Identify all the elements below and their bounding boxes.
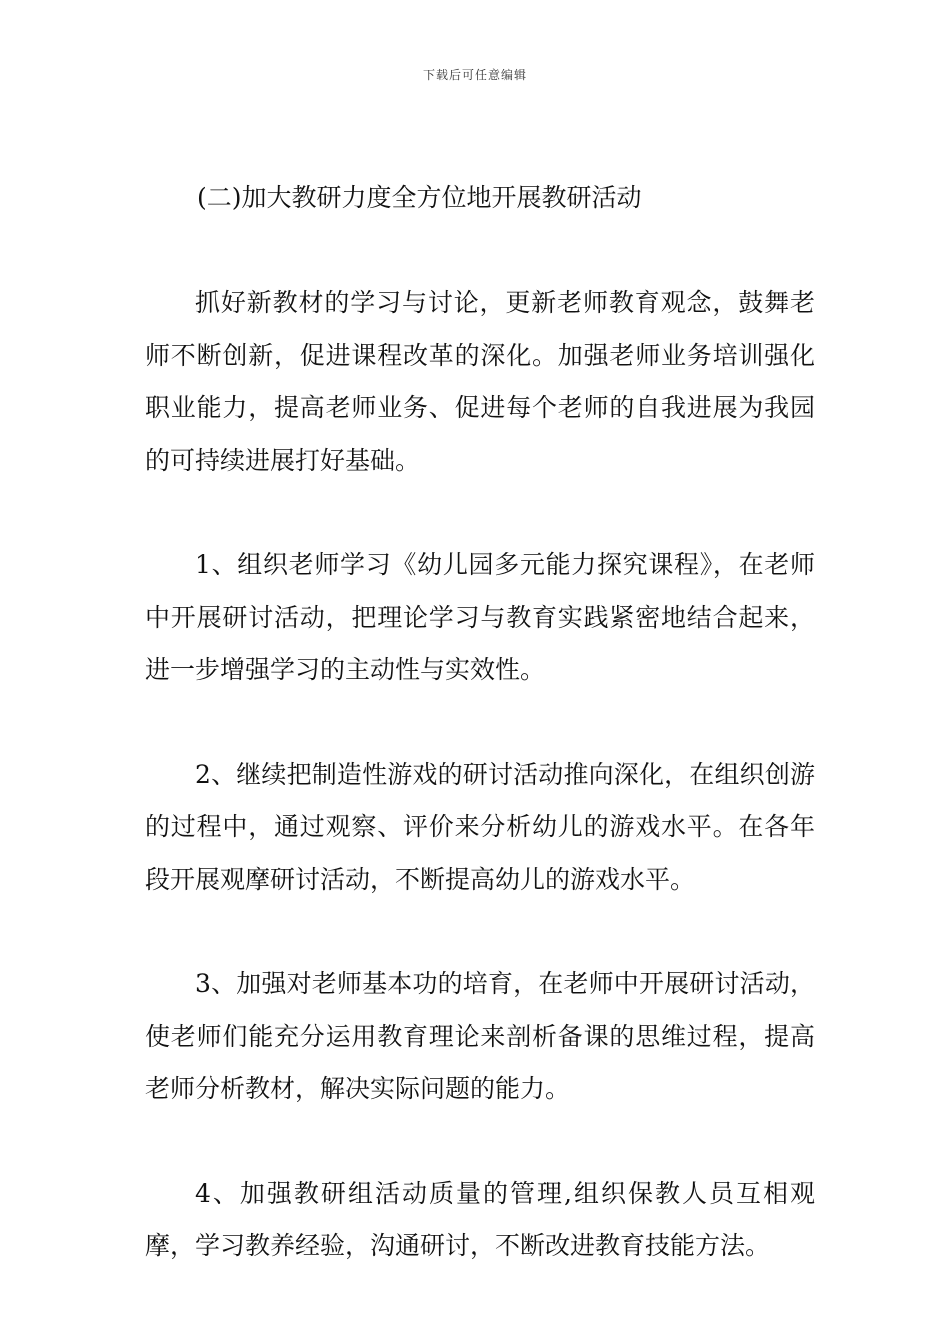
- spacer: [145, 487, 815, 539]
- spacer: [145, 220, 815, 277]
- document-body: [145, 176, 815, 1273]
- paragraph-item-3: 3、加强对老师基本功的培育，在老师中开展研讨活动，使老师们能充分运用教育理论来剖析备课的思维过程，提高老师分析教材，解决实际问题的能力。: [145, 969, 815, 1103]
- paragraph-item-1: 1、组织老师学习《幼儿园多元能力探究课程》，在老师中开展研讨活动，把理论学习与教育实践紧密地结合起来，进一步增强学习的主动性与实效性。: [145, 550, 815, 684]
- spacer: [145, 906, 815, 958]
- spacer: [145, 1116, 815, 1168]
- paragraph-item-2: 2、继续把制造性游戏的研讨活动推向深化，在组织创游的过程中，通过观察、评价来分析幼儿的游戏水平。在各年段开展观摩研讨活动，不断提高幼儿的游戏水平。: [145, 759, 815, 894]
- header-note: 下载后可任意编辑: [422, 68, 527, 82]
- spacer: [145, 697, 815, 749]
- paragraph-item-4: 4、加强教研组活动质量的管理,组织保教人员互相观摩，学习教养经验，沟通研讨，不断改进教育技能方法。: [145, 1178, 815, 1260]
- section-heading: (二)加大教研力度全方位地开展教研活动: [197, 183, 642, 212]
- paragraph-intro: 抓好新教材的学习与讨论，更新老师教育观念，鼓舞老师不断创新，促进课程改革的深化。加强老师业务培训强化职业能力，提高老师业务、促进每个老师的自我进展为我园的可持续进展打好基础。: [145, 288, 815, 475]
